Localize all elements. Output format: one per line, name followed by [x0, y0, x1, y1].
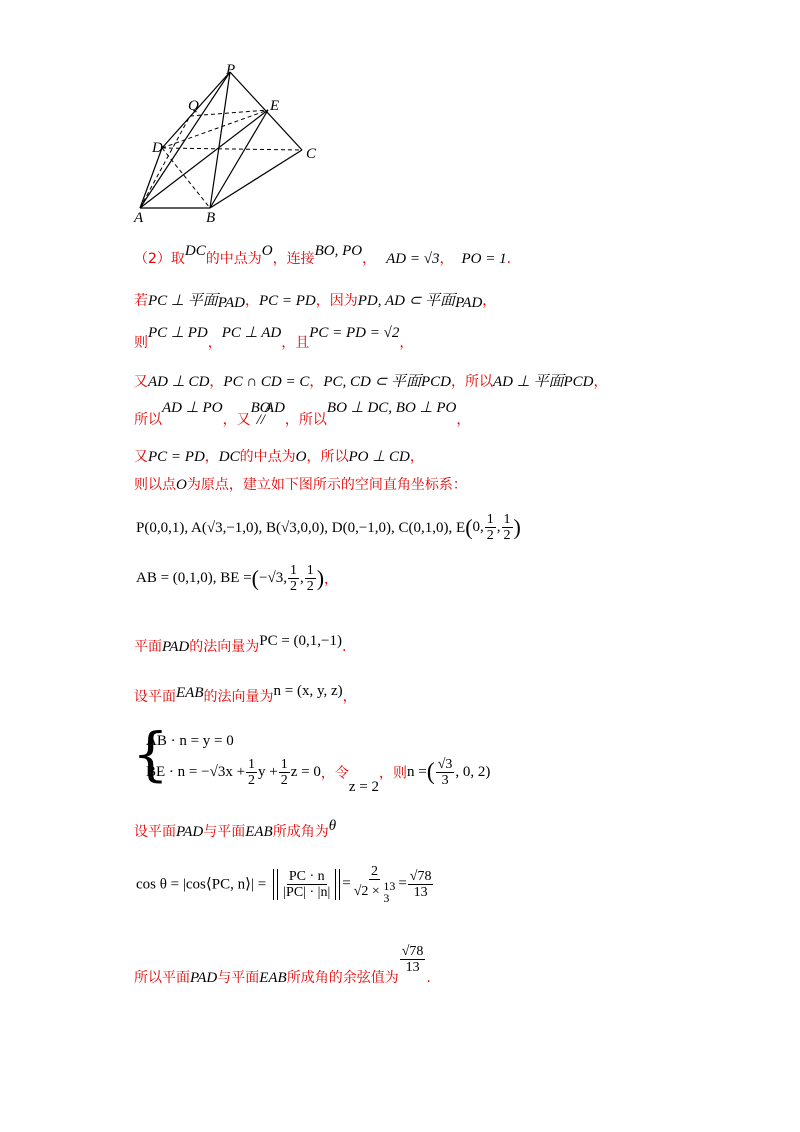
label-p: P	[226, 62, 236, 78]
label-e: E	[270, 98, 280, 114]
line-10: 设平面PAD与平面EAB所成角为θ	[134, 818, 337, 840]
line-9: 设平面EAB的法向量为n = (x, y, z)，	[134, 683, 357, 705]
vectors-line: AB = (0,1,0), BE =(−√3, $\frac{1}{2}$ , $\frac{1}{2}$ )，	[136, 563, 339, 594]
cos-formula: cos θ = |cos⟨PC, n⟩| = $\frac{PC \cdot n}{|PC| \cdot |n|}$ = 2 √2 × 13 3 = $\frac{√78}{13}$	[136, 864, 432, 905]
label-a: A	[134, 210, 144, 225]
line-3: 则PC ⊥ PD，PC ⊥ AD，且PC = PD = √2，	[134, 325, 414, 351]
line-4: 又AD ⊥ CD，PC ∩ CD = C，PC, CD ⊂ 平面PCD，所以AD ⊥ 平面PCD，	[134, 374, 608, 390]
system-eq-1: AB · n = y = 0	[146, 733, 234, 749]
line-1: （2）取DC的中点为O，连接BO, PO， AD = √3， PO = 1.	[134, 243, 512, 267]
label-d: D	[152, 140, 163, 156]
line-6: 又PC = PD，DC的中点为O，所以PO ⊥ CD，	[134, 449, 424, 465]
system-brace: {	[132, 720, 169, 788]
line-5: 所以AD ⊥ PO，又BO//AD，所以BO ⊥ DC, BO ⊥ PO，	[134, 400, 471, 428]
label-c: C	[306, 146, 317, 162]
line-11: 所以平面PAD与平面EAB所成角的余弦值为 $\frac{√78}{13}$ .	[134, 944, 431, 986]
line-7: 则以点O为原点，建立如下图所示的空间直角坐标系：	[134, 477, 467, 493]
pyramid-figure	[130, 60, 330, 225]
system-eq-2: BE · n = −√3x + $\frac{1}{2}$ y + $\frac{1}{2}$ z = 0，令z = 2，则n =( $\frac{√3}{3}$ , 0, 2)	[146, 757, 491, 795]
label-b: B	[206, 210, 216, 225]
line-8: 平面PAD的法向量为PC = (0,1,−1).	[134, 633, 347, 655]
label-q: Q	[188, 98, 199, 114]
coords-line: P(0,0,1), A(√3,−1,0), B(√3,0,0), D(0,−1,0), C(0,1,0), E(0, $\frac{1}{2}$ , $\frac{1}{2}$ )	[136, 512, 521, 543]
line-2: 若PC ⊥ 平面PAD，PC = PD，因为PD, AD ⊂ 平面PAD，	[134, 293, 497, 311]
